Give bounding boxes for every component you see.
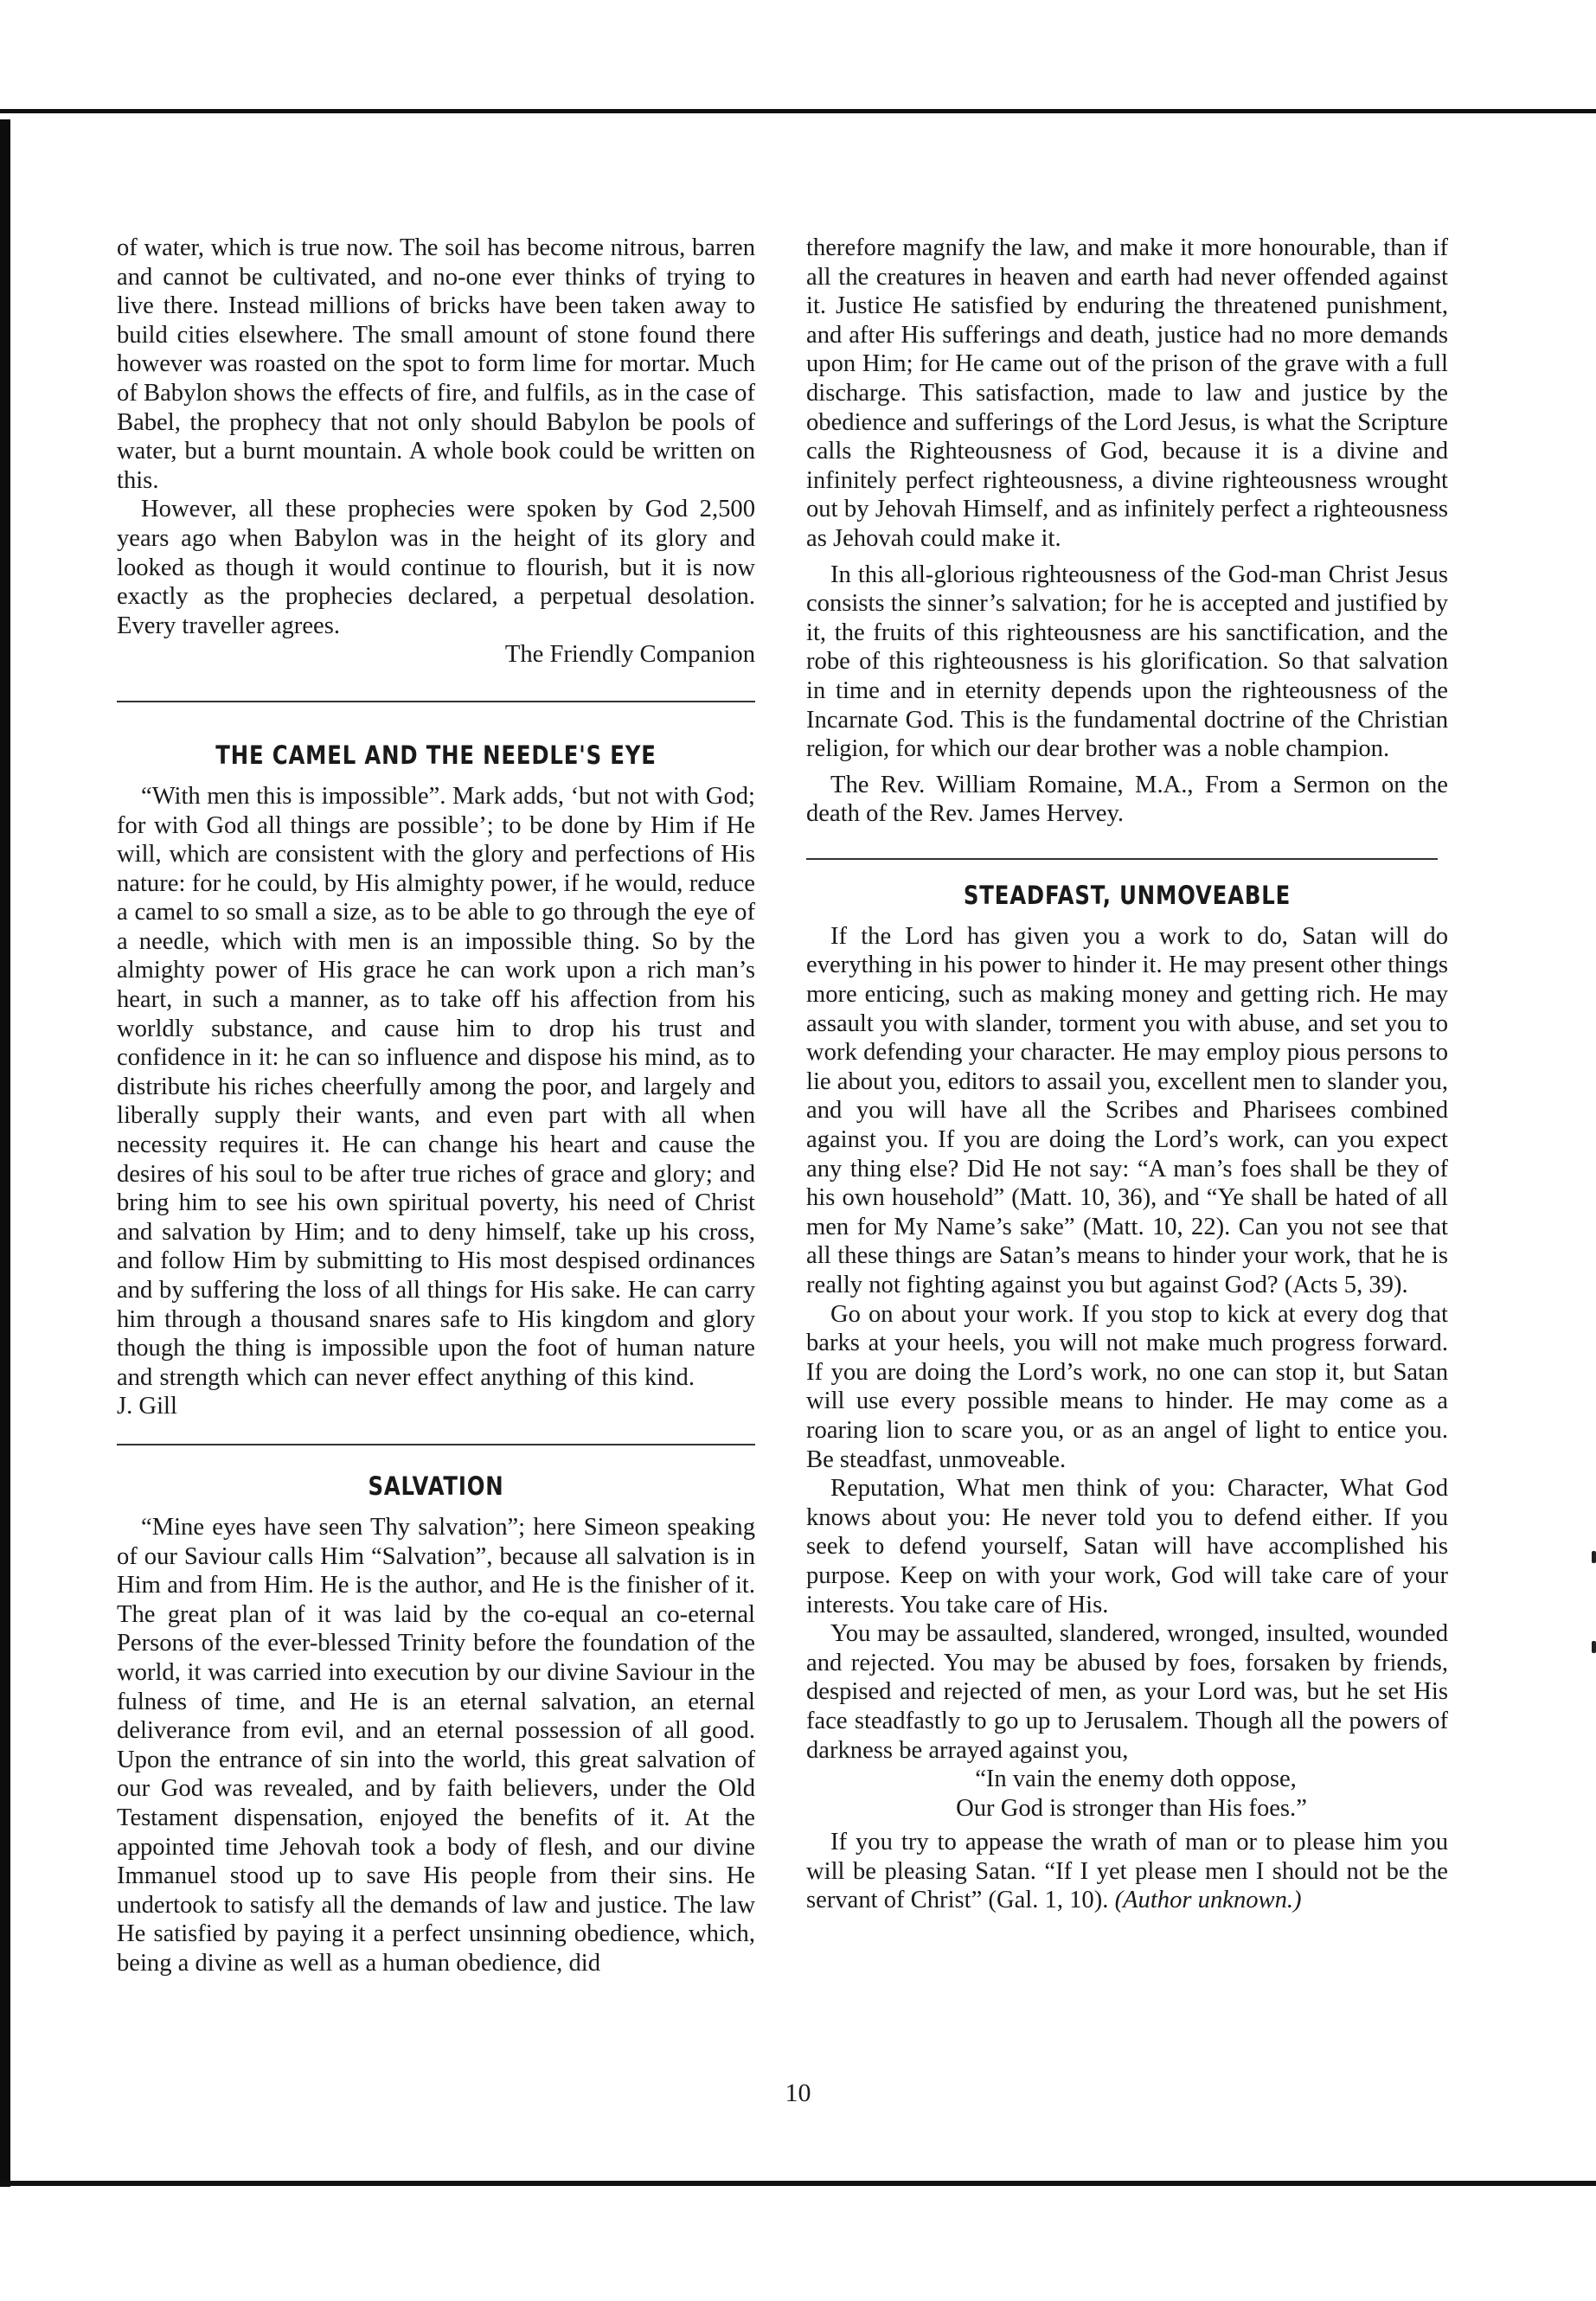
margin-mark (1592, 1641, 1596, 1653)
verse-line-1: “In vain the enemy doth oppose, (975, 1766, 1297, 1793)
section-divider (117, 701, 755, 702)
intro-paragraph-2: However, all these prophecies were spoken by God 2,500 years ago when Babylon was in the height of its glory and looked as though it would continue to flourish, but it is now exactly as the prophecies declared, a perpetual desolation. Every traveller agrees. (117, 496, 755, 639)
salvation-heading: SALVATION (368, 1471, 504, 1501)
section-divider (806, 858, 1438, 860)
intro-paragraph-1: of water, which is true now. The soil has become nitrous, barren and cannot be cultivated, and no-one ever thinks of trying to live there. Instead millions of bricks have been taken away to build cities elsewhere. The small amount of stone found there however was roasted on the spot to form lime for mortar. Much of Babylon shows the effects of fire, and fulfils, as in the case of Babel, the prophecy that not only should Babylon be pools of water, but a burnt mountain. A whole book could be written on this. (117, 234, 755, 494)
camel-paragraph (117, 782, 755, 1421)
steadfast-heading: STEADFAST, UNMOVEABLE (963, 880, 1292, 910)
salvation-source: The Rev. William Romaine, M.A., From a Sermon on the death of the Rev. James Hervey. (806, 771, 1448, 828)
section-divider (117, 1444, 755, 1445)
left-column (117, 234, 755, 1977)
steadfast-closing-text: If you try to appease the wrath of man or to please him you will be pleasing Satan. “If I yet please men I should not be the servant of Christ” (Gal. 1, 10). (806, 1829, 1448, 1914)
salvation-paragraph: “Mine eyes have seen Thy salvation”; here Simeon speaking of our Saviour calls Him “Salvation”, because all salvation is in Him and from Him. He is the author, and He is the finisher of it. The great plan of it was laid by the co-equal an co-eternal Persons of the ever-blessed Trinity before the foundation of the world, it was carried into execution by our divine Saviour in the fulness of time, and He is an eternal salvation, an eternal deliverance from evil, and an eternal possession of all good. Upon the entrance of sin into the world, this great salvation of our God was revealed, and by faith believers, under the Old Testament dispensation, enjoyed the benefits of it. At the appointed time Jehovah took a body of flesh, and our divine Immanuel stood up to save His people from their sins. He undertook to satisfy all the demands of law and justice. The law He satisfied by paying it a perfect unsinning obedience, which, being a divine as well as a human obedience, did (117, 1513, 755, 1977)
camel-heading: THE CAMEL AND THE NEEDLE'S EYE (215, 740, 657, 770)
intro-source: The Friendly Companion (504, 641, 755, 669)
steadfast-paragraph-5 (806, 1828, 1448, 1915)
salvation-continued-1: therefore magnify the law, and make it more honourable, than if all the creatures in heaven and earth had never offended against it. Justice He satisfied by enduring the threatened punishment, and after His sufferings and death, justice had no more demands upon Him; for He came out of the prison of the grave with a full discharge. This satisfaction, made to law and justice by the obedience and sufferings of the Lord Jesus, is what the Scripture calls the Righteousness of God, because it is a divine and infinitely perfect righteousness, a divine righteousness wrought out by Jehovah Himself, and as infinitely perfect a righteousness as Jehovah could make it. (806, 234, 1448, 552)
verse-line-2: Our God is stronger than His foes.” (956, 1794, 1307, 1822)
bottom-rule (0, 2181, 1596, 2186)
salvation-continued-2: In this all-glorious righteousness of the God-man Christ Jesus consists the sinner’s salvation; for he is accepted and justified by it, the fruits of this righteousness are his sanctification, and the robe of this righteousness is his glorification. So that salvation in time and in eternity depends upon the righteousness of the Incarnate God. This is the fundamental doctrine of the Christian religion, for which our dear brother was a noble champion. (806, 561, 1448, 763)
page-number: 10 (785, 2079, 811, 2107)
steadfast-paragraph-3: Reputation, What men think of you: Character, What God knows about you: He never told you to defend either. If you seek to defend yourself, Satan will have accomplished his purpose. Keep on with your work, God will take care of your interests. You take care of His. (806, 1475, 1448, 1618)
camel-source: J. Gill (117, 1393, 177, 1420)
steadfast-paragraph-2: Go on about your work. If you stop to kick at every dog that barks at your heels, you will not make much progress forward. If you are doing the Lord’s work, no one can stop it, but Satan will use every possible means to hinder. He may come as a roaring lion to scare you, or as an angel of light to entice you. Be steadfast, unmoveable. (806, 1300, 1448, 1473)
author-note: (Author unknown.) (1114, 1887, 1302, 1914)
margin-mark (1592, 1551, 1596, 1563)
right-column (806, 234, 1448, 1915)
steadfast-paragraph-4: You may be assaulted, slandered, wronged, insulted, wounded and rejected. You may be abused by foes, forsaken by friends, despised and rejected of men, as your Lord was, but he set His face steadfastly to go up to Jerusalem. Though all the powers of darkness be arrayed against you, (806, 1620, 1448, 1764)
steadfast-paragraph-1: If the Lord has given you a work to do, Satan will do everything in his power to hinder it. He may present other things more enticing, such as making money and getting rich. He may assault you with slander, torment you with abuse, and set you to work defending your character. He may employ pious persons to lie about you, editors to assail you, excellent men to slander you, and you will have all the Scribes and Pharisees combined against you. If you are doing the Lord’s work, can you expect any thing else? Did He not say: “A man’s foes shall be they of his own household” (Matt. 10, 36), and “Ye shall be hated of all men for My Name’s sake” (Matt. 10, 22). Can you not see that all these things are Satan’s means to hinder your work, that he is really not fighting against you but against God? (Acts 5, 39). (806, 922, 1448, 1298)
top-rule (0, 109, 1596, 113)
page-edge-shadow (0, 119, 10, 2187)
camel-text: “With men this is impossible”. Mark adds, ‘but not with God; for with God all things are possible’; to be done by Him if He will, which are consistent with the glory and perfections of His nature: for he could, by His almighty power, if he would, reduce a camel to so small a size, as to be able to go through the eye of a needle, which with men is an impossible thing. So by the almighty power of His grace he can work upon a rich man’s heart, in such a manner, as to take off his affection from his worldly substance, and cause him to drop his trust and confidence in it: he can so influence and dispose his mind, as to distribute his riches cheerfully among the poor, and largely and liberally supply their wants, and even part with all when necessity requires it. He can change his heart and cause the desires of his soul to be after true riches of grace and glory; and bring him to see his own spiritual poverty, his need of Christ and salvation by Him; and to deny himself, take up his cross, and follow Him by submitting to His most despised ordinances and by suffering the loss of all things for His sake. He can carry him through a thousand snares safe to His kingdom and glory though the thing is impossible upon the foot of human nature and strength which can never effect anything of this kind. (117, 782, 755, 1391)
